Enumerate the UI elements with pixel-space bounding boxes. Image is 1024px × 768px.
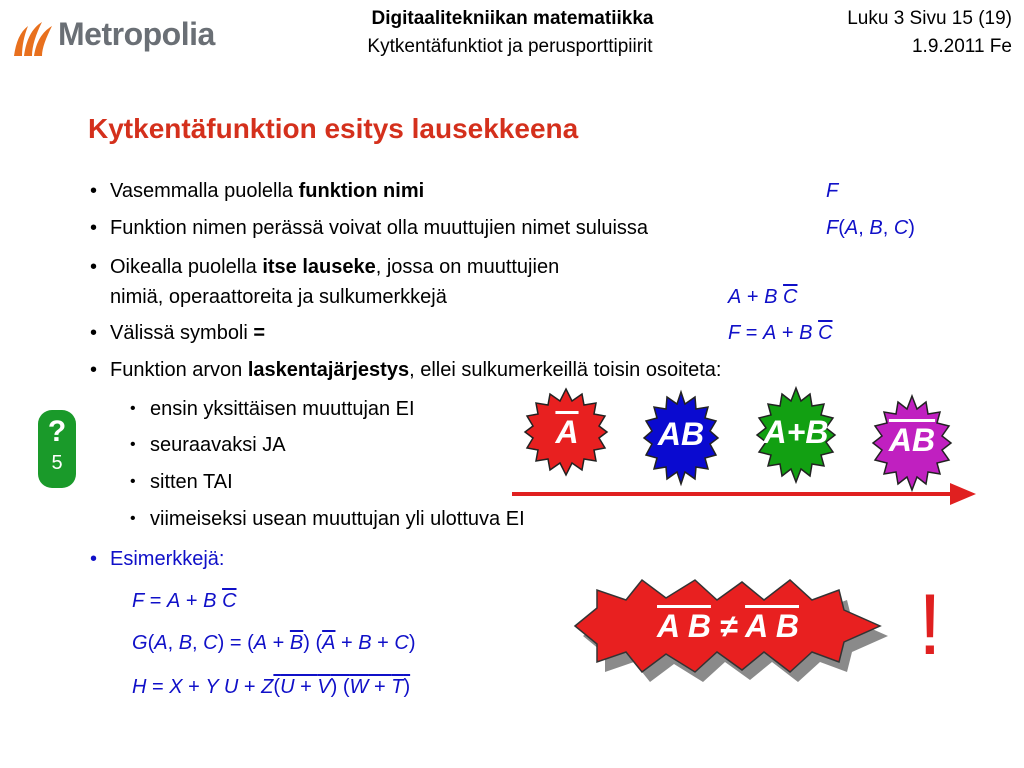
slide-date: 1.9.2011 Fe <box>911 36 1012 57</box>
logo-text: Metropolia <box>58 16 215 52</box>
slide-title: Kytkentäfunktion esitys lausekkeena <box>88 113 579 144</box>
star-a-plus-b-label: A+B <box>763 414 829 450</box>
bullet-variables: Funktion nimen perässä voivat olla muuttujien nimet suluissa <box>110 217 649 239</box>
sub-bullet-dot: • <box>130 510 136 527</box>
examples-label: Esimerkkejä: <box>110 548 225 570</box>
star-not-a-label: $\overline{A}$ <box>555 414 579 450</box>
question-mark-icon: ? <box>47 415 67 448</box>
math-expression: A + B $\overline{C}$ <box>728 286 798 308</box>
bullet-expression: Oikealla puolella itse lauseke, jossa on muuttujien <box>110 256 560 278</box>
bullet-function-name: Vasemmalla puolella funktion nimi <box>110 180 425 202</box>
bullet-dot: • <box>90 548 98 570</box>
bullet-expression-cont: nimiä, operaattoreita ja sulkumerkkejä <box>110 286 447 308</box>
sub-bullet-dot: • <box>130 473 136 490</box>
precedence-arrow-head <box>950 483 976 505</box>
math-f: F <box>826 180 839 202</box>
bullet-dot: • <box>90 256 98 278</box>
sub-bullet-multi-not: viimeiseksi usean muuttujan yli ulottuva EI <box>150 508 525 530</box>
sub-bullet-not: ensin yksittäisen muuttujan EI <box>150 398 415 420</box>
example-h: H = X + Y U + Z(U + V) (W + T) <box>132 676 411 698</box>
sub-bullet-or: sitten TAI <box>150 471 233 493</box>
sub-bullet-dot: • <box>130 400 136 417</box>
star-ab-label: AB <box>657 416 705 452</box>
page-number: Luku 3 Sivu 15 (19) <box>847 8 1012 29</box>
math-f-args: F(A, B, C) <box>826 217 915 239</box>
star-not-ab-label: $\overline{AB}$ <box>888 422 936 458</box>
bullet-dot: • <box>90 180 98 202</box>
course-topic: Kytkentäfunktiot ja perusporttipiirit <box>367 36 653 57</box>
bullet-equals: Välissä symboli = <box>110 322 266 344</box>
sub-bullet-dot: • <box>130 436 136 453</box>
bullet-dot: • <box>90 322 98 344</box>
math-equation: F = A + B $\overline{C}$ <box>728 322 833 344</box>
question-badge[interactable] <box>38 410 76 488</box>
exclamation-mark: ! <box>918 577 942 673</box>
bullet-dot: • <box>90 359 98 381</box>
question-number: 5 <box>51 452 63 474</box>
course-title: Digitaalitekniikan matematiikka <box>371 8 654 29</box>
logo-mark-icon <box>14 22 52 56</box>
example-f: F = A + B $\overline{C}$ <box>132 590 237 612</box>
sub-bullet-and: seuraavaksi JA <box>150 434 286 456</box>
example-g: G(A, B, $C) = (A + \overline{B})$ $(\overline{A} + B + C)$ <box>132 632 416 654</box>
inequality-text: A B ≠ A B <box>657 608 799 644</box>
bullet-order: Funktion arvon laskentajärjestys, ellei sulkumerkeillä toisin osoiteta: <box>110 359 722 381</box>
bullet-dot: • <box>90 217 98 239</box>
